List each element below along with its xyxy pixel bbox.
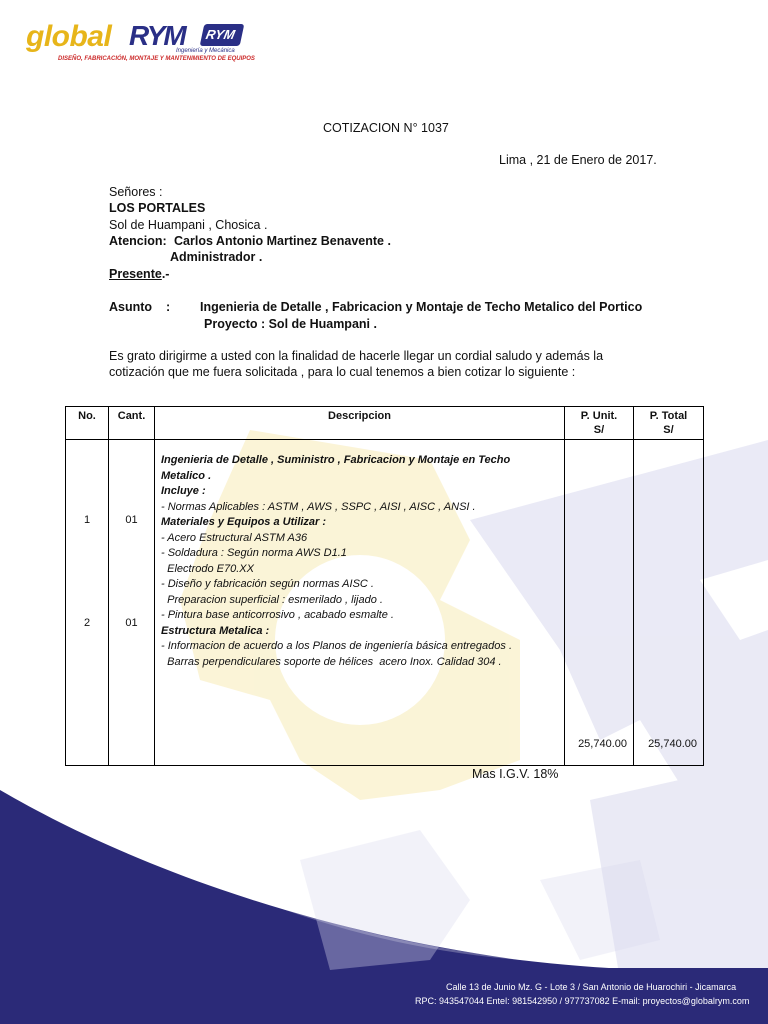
quote-table [65,406,704,766]
desc-line: Ingenieria de Detalle , Suministro , Fabricacion y Montaje en Techo [161,454,511,466]
desc-line: - Acero Estructural ASTM A36 [161,531,308,544]
cell-cant [109,440,155,766]
row-1-cant: 01 [125,514,138,526]
desc-line: - Diseño y fabricación según normas AISC . [161,578,374,590]
presente-word: Presente [109,267,162,281]
header-ptotal-label: P. Total [649,410,688,422]
table-header-row [66,407,704,440]
row-2-cant: 01 [125,617,138,629]
desc-line: Metalico . [161,469,212,482]
cell-total-price [634,440,704,766]
logo-subtitle: Ingeniería y Mecánica [176,48,235,54]
header-punit [565,407,634,440]
header-cant: Cant. [109,407,155,440]
attention-name: Carlos Antonio Martinez Benavente . [174,234,391,248]
desc-line: - Normas Aplicables : ASTM , AWS , SSPC , AISI , AISC , ANSI . [161,500,476,513]
desc-line: Electrodo E70.XX [161,562,254,575]
cell-description [155,440,565,766]
unit-price-value: 25,740.00 [578,738,627,750]
header-ptotal-currency: S/ [663,424,674,436]
footer-contact: RPC: 943547044 Entel: 981542950 / 977737082 E-mail: proyectos@globalrym.com [415,996,750,1006]
logo [26,18,266,66]
logo-word-rym: RYM [129,20,185,51]
tax-note: Mas I.G.V. 18% [472,767,559,781]
subject-line-1: Ingenieria de Detalle , Fabricacion y Montaje de Techo Metalico del Portico [200,300,643,314]
row-2-no: 2 [83,617,91,629]
footer-address: Calle 13 de Junio Mz. G - Lote 3 / San Antonio de Huarochiri - Jicamarca [446,982,737,992]
logo-badge-text: RYM [204,27,237,42]
client-location: Sol de Huampani , Chosica . [109,218,268,232]
desc-line: - Pintura base anticorrosivo , acabado esmalte . [161,609,394,621]
attention-label: Atencion: [109,234,167,248]
desc-line: - Soldadura : Según norma AWS D1.1 [161,547,347,559]
desc-line: Incluye : [161,485,206,497]
desc-line: Estructura Metalica : [161,624,270,637]
attention-role: Administrador . [170,250,263,264]
date-line: Lima , 21 de Enero de 2017. [499,153,657,167]
header-punit-label: P. Unit. [580,410,618,422]
subject-line-2: Proyecto : Sol de Huampani . [204,317,377,331]
intro-line-1: Es grato dirigirme a usted con la finalidad de hacerle llegar un cordial saludo y además la [109,349,604,363]
table-row [66,440,704,766]
presente [109,266,169,282]
client-company: LOS PORTALES [109,201,206,215]
header-desc: Descripcion [155,407,565,440]
logo-badge [200,24,245,46]
desc-line: Materiales y Equipos a Utilizar : [161,516,327,528]
header-no: No. [66,407,109,440]
desc-line: Preparacion superficial : esmerilado , lijado . [161,593,383,606]
desc-line: Barras perpendiculares soporte de hélices acero Inox. Calidad 304 . [161,655,502,668]
header-punit-currency: S/ [593,424,605,436]
presente-suffix: .- [161,267,170,281]
subject-label: Asunto : [109,300,171,314]
quote-title: COTIZACION N° 1037 [323,121,449,135]
salutation: Señores : [109,185,163,199]
desc-line: - Informacion de acuerdo a los Planos de ingeniería básica entregados . [161,640,512,652]
header-ptotal [634,407,704,440]
logo-word-global: global [26,20,112,53]
intro-line-2: cotización que me fuera solicitada , para lo cual tenemos a bien cotizar lo siguiente : [109,365,576,379]
total-price-value: 25,740.00 [648,738,697,750]
row-1-no: 1 [83,514,91,526]
logo-tagline: DISEÑO, FABRICACIÓN, MONTAJE Y MANTENIMIENTO DE EQUIPOS [58,56,255,62]
cell-no [66,440,109,766]
cell-unit-price [565,440,634,766]
